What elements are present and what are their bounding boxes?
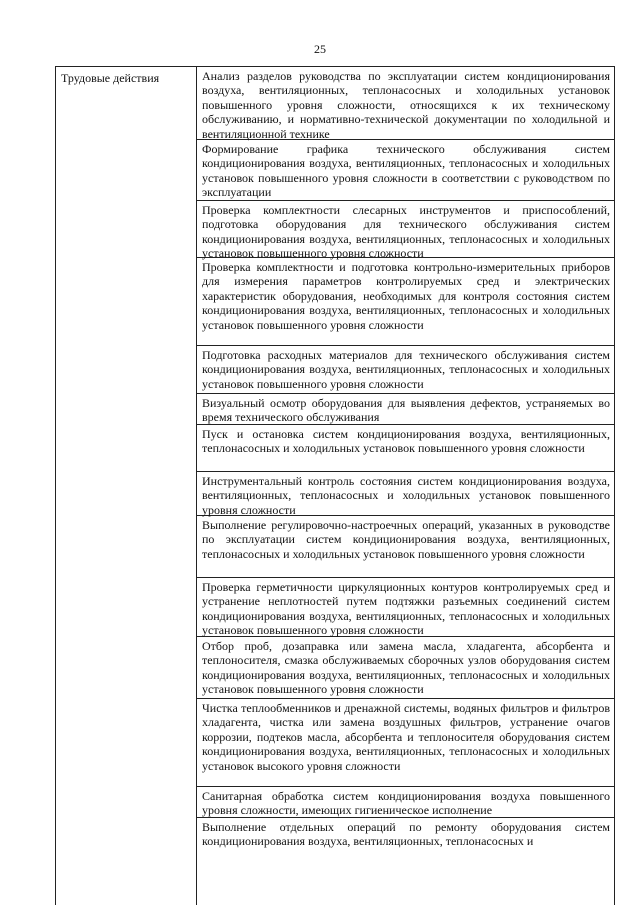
table-row [197, 578, 614, 637]
row-text: Проверка комплектности слесарных инструментов и приспособлений, подготовка оборудования для технического обслуживания систем кондиционирования воздуха, вентиляционных, теплонасосных и холодильных установок повышенного уровня сложности [202, 203, 610, 261]
row-text: Проверка герметичности циркуляционных контуров контролируемых сред и устранение неплотностей путем подтяжки разъемных соединений систем кондиционирования воздуха, вентиляционных, теплонасосных и холодильных установок повышенного уровня сложности [202, 580, 610, 638]
table-row [197, 394, 614, 425]
table-row [197, 699, 614, 787]
row-text: Формирование графика технического обслуживания систем кондиционирования воздуха, вентиляционных, теплонасосных и холодильных установок повышенного уровня сложности в соответствии с руководством по эксплуатации [202, 142, 610, 200]
row-text: Выполнение регулировочно-настроечных операций, указанных в руководстве по эксплуатации систем кондиционирования воздуха, вентиляционных, теплонасосных и холодильных установок повышенного уровня сложности [202, 518, 610, 561]
row-text: Выполнение отдельных операций по ремонту оборудования систем кондиционирования воздуха, вентиляционных, теплонасосных и [202, 820, 610, 849]
row-text: Санитарная обработка систем кондиционирования воздуха повышенного уровня сложности, имеющих гигиеническое исполнение [202, 789, 610, 818]
table-row [197, 346, 614, 394]
table-row [197, 516, 614, 578]
page-number: 25 [314, 42, 326, 56]
row-text: Пуск и остановка систем кондиционирования воздуха, вентиляционных, теплонасосных и холодильных установок повышенного уровня сложности [202, 427, 610, 456]
table-row [197, 425, 614, 472]
table-row [197, 201, 614, 261]
table-row [197, 140, 614, 201]
table-row [197, 472, 614, 516]
table-row [197, 787, 614, 818]
row-text: Чистка теплообменников и дренажной системы, водяных фильтров и фильтров хладагента, чистка или замена воздушных фильтров, устранение очагов коррозии, подтеков масла, абсорбента и теплоносителя оборудования систем кондиционирования воздуха, вентиляционных, теплонасосных и холодильных установок высокого уровня сложности [202, 701, 610, 773]
row-text: Отбор проб, дозаправка или замена масла, хладагента, абсорбента и теплоносителя, смазка обслуживаемых сборочных узлов оборудования систем кондиционирования воздуха, вентиляционных, теплонасосных и холодильных установок повышенного уровня сложности [202, 639, 610, 697]
row-text: Анализ разделов руководства по эксплуатации систем кондиционирования воздуха, вентиляционных, теплонасосных и холодильных установок повышенного уровня сложности, относящихся к их техническому обслуживанию, и нормативно-технической документации по холодильной и вентиляционной технике [202, 69, 610, 141]
table-row [197, 258, 614, 346]
row-text: Подготовка расходных материалов для технического обслуживания систем кондиционирования воздуха, вентиляционных, теплонасосных и холодильных установок повышенного уровня сложности [202, 348, 610, 391]
row-text: Инструментальный контроль состояния систем кондиционирования воздуха, вентиляционных, теплонасосных и холодильных установок повышенного уровня сложности [202, 474, 610, 517]
labor-actions-table [55, 66, 615, 905]
table-right-column [197, 67, 614, 905]
row-text: Визуальный осмотр оборудования для выявления дефектов, устраняемых во время технического обслуживания [202, 396, 610, 425]
table-row [197, 637, 614, 699]
table-row [197, 818, 614, 866]
table-row [197, 67, 614, 140]
table-left-header: Трудовые действия [56, 67, 197, 905]
row-text: Проверка комплектности и подготовка контрольно-измерительных приборов для измерения параметров контролируемых сред и электрических характеристик оборудования, необходимых для контроля состояния систем кондиционирования воздуха, вентиляционных, теплонасосных и холодильных установок повышенного уровня сложности [202, 260, 610, 332]
